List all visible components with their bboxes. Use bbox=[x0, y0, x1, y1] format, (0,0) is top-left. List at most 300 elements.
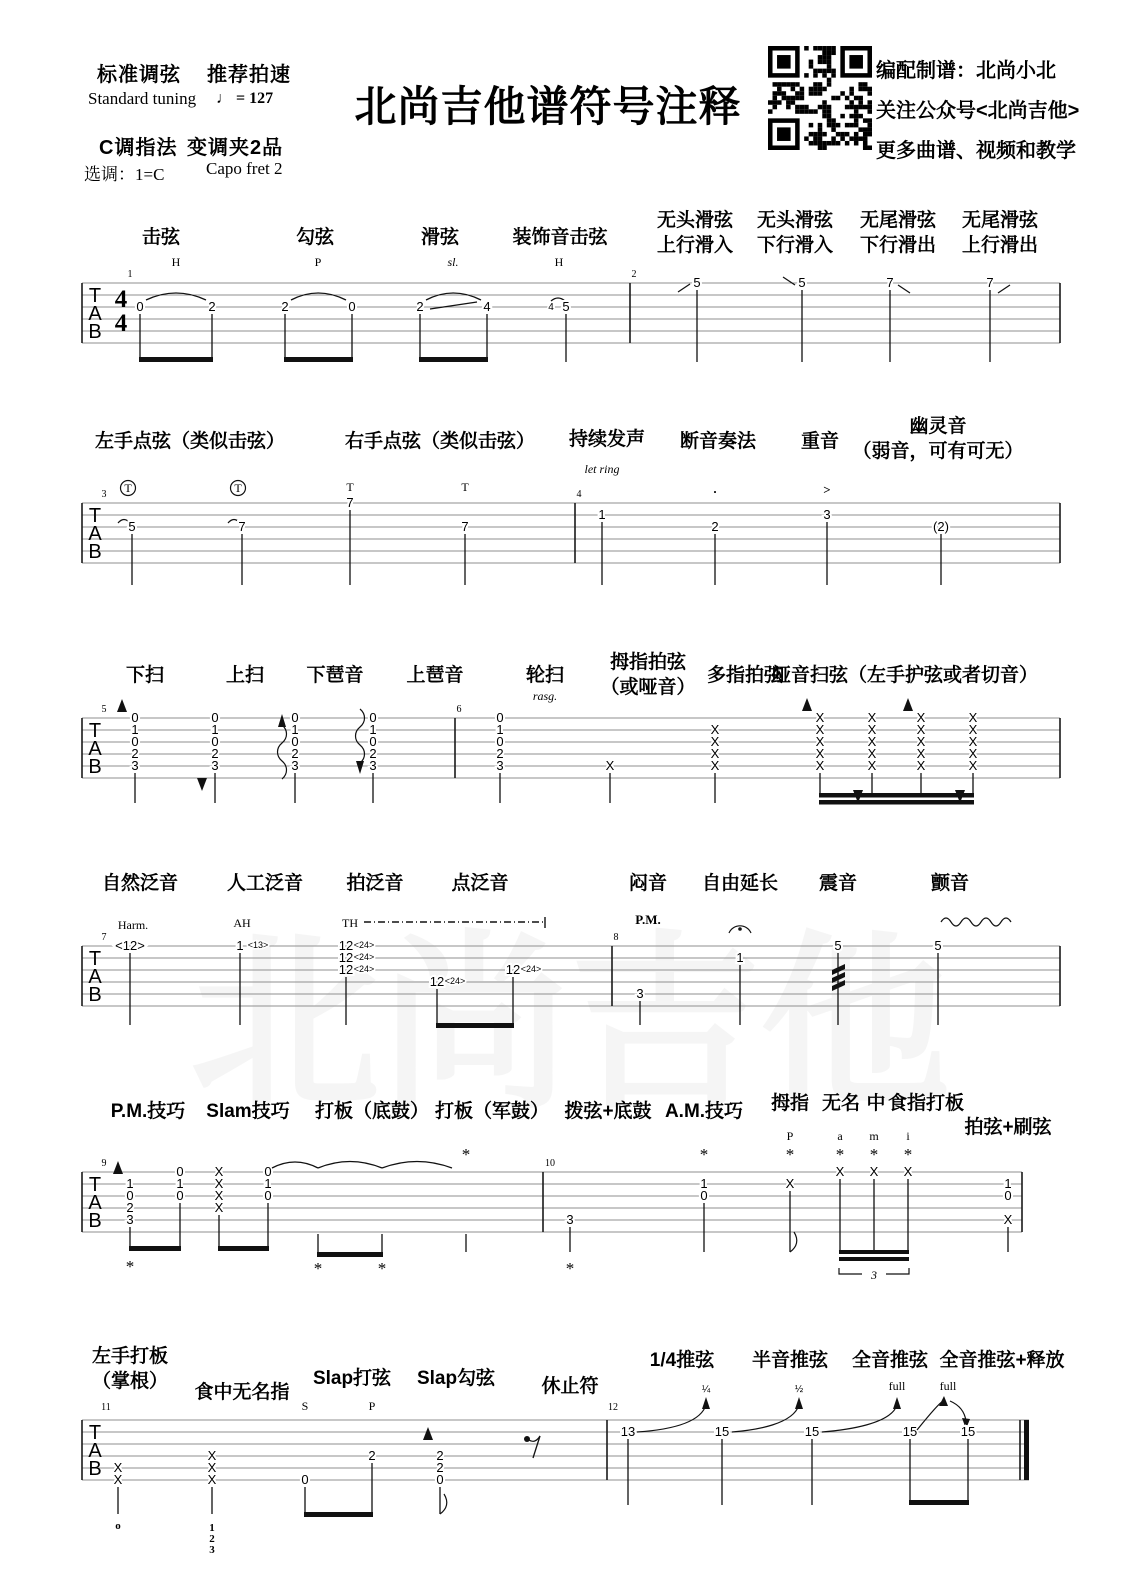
thumb-slap-example bbox=[606, 758, 615, 803]
fret-number: 3 bbox=[496, 758, 504, 773]
fret-number: 1 bbox=[291, 722, 299, 737]
fret-number: 4 bbox=[483, 299, 491, 314]
mute-x: X bbox=[710, 758, 720, 773]
fret-number: 5 bbox=[834, 938, 842, 953]
thumb-tap-example bbox=[786, 1176, 797, 1252]
right-hand-tap-example bbox=[346, 480, 469, 585]
hammer-on-example bbox=[136, 293, 215, 362]
label-ring: 无名 bbox=[821, 1093, 861, 1114]
label-pull-off: 勾弦 bbox=[295, 227, 335, 248]
mute-x: X bbox=[968, 758, 978, 773]
tab-clef-a: A bbox=[88, 303, 102, 325]
label-slide-out-desc-1: 无尾滑弦 bbox=[859, 210, 937, 231]
tuplet-number: 3 bbox=[871, 1268, 877, 1282]
fret-number: 3 bbox=[211, 758, 219, 773]
fret-number: 2 bbox=[126, 1200, 134, 1215]
label-rest: 休止符 bbox=[541, 1376, 599, 1397]
fret-number: 0 bbox=[126, 1188, 134, 1203]
mute-x: X bbox=[207, 1460, 217, 1475]
pm-technique-example bbox=[113, 1161, 184, 1276]
mute-x: X bbox=[903, 1164, 913, 1179]
fret-number: 2 bbox=[416, 299, 424, 314]
slap-mark: S bbox=[301, 1399, 309, 1413]
fret-number: 5 bbox=[798, 275, 806, 290]
percussion-star: * bbox=[699, 1145, 709, 1164]
fret-number: 1 bbox=[369, 722, 377, 737]
mute-x: X bbox=[867, 734, 877, 749]
mute-x: X bbox=[214, 1176, 224, 1191]
fret-number: 15 bbox=[902, 1424, 918, 1439]
label-grace-hammer: 装饰音击弦 bbox=[512, 227, 608, 248]
muted-chord bbox=[969, 710, 978, 793]
label-index-tap: 食指打板 bbox=[887, 1093, 965, 1114]
fret-number: 3 bbox=[291, 758, 299, 773]
up-strum-example bbox=[197, 710, 219, 803]
measure-number: 4 bbox=[576, 489, 582, 500]
harmonic-fret: <24> bbox=[353, 940, 375, 950]
grace-hammer-example bbox=[548, 298, 569, 362]
fret-number: 2 bbox=[436, 1460, 444, 1475]
fret-number: 2 bbox=[131, 746, 139, 761]
palm-mute-mark: P.M. bbox=[635, 912, 661, 927]
label-muted-strum: 哑音扫弦（左手护弦或者切音） bbox=[771, 665, 1039, 686]
label-let-ring: 持续发声 bbox=[568, 429, 646, 450]
tap-mark: T bbox=[234, 481, 242, 495]
label-slide-in-desc-1: 无头滑弦 bbox=[756, 210, 834, 231]
label-down-strum: 下扫 bbox=[125, 665, 165, 686]
finger-m: m bbox=[869, 1129, 879, 1143]
mute-x: X bbox=[815, 758, 825, 773]
mute-x: X bbox=[214, 1188, 224, 1203]
fret-number: (2) bbox=[933, 519, 949, 534]
slap-brush-example bbox=[1004, 1176, 1013, 1252]
finger-number: 3 bbox=[209, 1544, 215, 1556]
fret-number: 15 bbox=[804, 1424, 820, 1439]
tab-clef-b: B bbox=[88, 1458, 102, 1480]
finger-p: P bbox=[786, 1129, 794, 1143]
label-pm-technique: P.M.技巧 bbox=[110, 1101, 186, 1122]
fret-number: <12> bbox=[115, 938, 145, 953]
muted-strum-example bbox=[802, 698, 978, 805]
label-slap-hit: Slap打弦 bbox=[312, 1368, 392, 1389]
label-left-hand-tap: 左手点弦（类似击弦） bbox=[94, 431, 286, 452]
three-finger-tap-example bbox=[208, 1448, 217, 1556]
percussion-star: * bbox=[125, 1257, 135, 1276]
left-hand-tap-example bbox=[118, 481, 246, 586]
follow-line: 关注公众号<北尚吉他> bbox=[876, 100, 1080, 122]
mute-x: X bbox=[916, 746, 926, 761]
fret-number: 1 bbox=[264, 1176, 272, 1191]
fret-number: 2 bbox=[291, 746, 299, 761]
tab-clef-b: B bbox=[88, 984, 102, 1006]
system-6 bbox=[82, 1344, 1065, 1556]
label-hammer-on: 击弦 bbox=[141, 227, 181, 248]
fret-number: 0 bbox=[1004, 1188, 1012, 1203]
capo-label: 变调夹2品 bbox=[187, 137, 284, 159]
fret-number: 3 bbox=[126, 1212, 134, 1227]
fret-number: 2 bbox=[208, 299, 216, 314]
ami-tap-example bbox=[836, 1164, 913, 1282]
mute-x: X bbox=[710, 722, 720, 737]
fret-number: 7 bbox=[886, 275, 894, 290]
fret-number: 3 bbox=[636, 986, 644, 1001]
mute-x: X bbox=[815, 746, 825, 761]
fret-number: 7 bbox=[986, 275, 994, 290]
tab-clef-a: A bbox=[88, 1440, 102, 1462]
harmonic-fret: <24> bbox=[353, 952, 375, 962]
finger-number: 1 bbox=[209, 1522, 215, 1534]
mute-x: X bbox=[815, 710, 825, 725]
label-slide-out-desc-2: 下行滑出 bbox=[859, 235, 937, 256]
label-left-hand-tap-board-2: （掌根） bbox=[91, 1371, 169, 1392]
tab-clef-b: B bbox=[88, 756, 102, 778]
final-barline bbox=[1024, 1420, 1029, 1480]
fret-number: 0 bbox=[291, 734, 299, 749]
fret-number: 1 bbox=[131, 722, 139, 737]
tempo-value: ♩ = 127 bbox=[216, 90, 274, 107]
fret-number: 0 bbox=[264, 1188, 272, 1203]
harmonic-fret: <24> bbox=[444, 976, 466, 986]
mute-x: X bbox=[835, 1164, 845, 1179]
capo-sub: Capo fret 2 bbox=[206, 159, 283, 178]
harmonic-fret: <24> bbox=[520, 964, 542, 974]
fret-number: 1 bbox=[700, 1176, 708, 1191]
mute-x: X bbox=[815, 722, 825, 737]
more-line: 更多曲谱、视频和教学 bbox=[876, 140, 1076, 162]
finger-a: a bbox=[837, 1129, 843, 1143]
label-fermata: 自由延长 bbox=[701, 873, 779, 894]
label-slide-out-asc-1: 无尾滑弦 bbox=[961, 210, 1039, 231]
finger-i: i bbox=[906, 1129, 910, 1143]
measure-number: 10 bbox=[545, 1158, 555, 1169]
measure-number: 8 bbox=[613, 932, 619, 943]
mute-x: X bbox=[867, 746, 877, 761]
muted-chord bbox=[917, 710, 926, 793]
fret-number: 0 bbox=[211, 710, 219, 725]
bend-amount: full bbox=[888, 1379, 906, 1393]
mute-x: X bbox=[968, 734, 978, 749]
fret-number: 15 bbox=[960, 1424, 976, 1439]
label-ghost-note-2: （弱音，可有可无） bbox=[852, 441, 1024, 462]
fret-number: 1 bbox=[126, 1176, 134, 1191]
label-quarter-bend: 1/4推弦 bbox=[649, 1350, 715, 1371]
percussion-star: * bbox=[377, 1259, 387, 1278]
bend-amount: ½ bbox=[794, 1384, 804, 1395]
fret-number: 1 bbox=[598, 507, 606, 522]
fret-number: 5 bbox=[128, 519, 136, 534]
pull-off-example bbox=[281, 293, 355, 362]
fret-number: 1 bbox=[176, 1176, 184, 1191]
mute-x: X bbox=[207, 1448, 217, 1463]
percussion-star: * bbox=[835, 1145, 845, 1164]
measure-number: 7 bbox=[101, 932, 107, 943]
label-slide: 滑弦 bbox=[420, 227, 460, 248]
tab-clef-t: T bbox=[88, 948, 102, 970]
up-arpeggio-example bbox=[356, 709, 377, 803]
mute-x: X bbox=[916, 710, 926, 725]
tab-clef-t: T bbox=[88, 1422, 102, 1444]
fret-number: 7 bbox=[238, 519, 246, 534]
mute-x: X bbox=[916, 722, 926, 737]
fret-number: 7 bbox=[461, 519, 469, 534]
fret-number: 12 bbox=[338, 962, 354, 977]
label-artificial-harmonic: 人工泛音 bbox=[226, 873, 304, 894]
strum-chord-example bbox=[423, 1427, 447, 1514]
fret-number: 0 bbox=[301, 1472, 309, 1487]
mute-x: X bbox=[113, 1460, 123, 1475]
measure-number: 6 bbox=[456, 704, 462, 715]
label-full-bend: 全音推弦 bbox=[851, 1350, 929, 1371]
harmonic-fret: <24> bbox=[353, 964, 375, 974]
grace-fret-number: 4 bbox=[548, 302, 554, 313]
mute-x: X bbox=[207, 1472, 217, 1487]
label-slap-brush: 拍弦+刷弦 bbox=[964, 1117, 1052, 1138]
label-bend-release: 全音推弦+释放 bbox=[939, 1350, 1065, 1371]
label-pluck-kick: 拨弦+底鼓 bbox=[564, 1101, 652, 1122]
label-touch-harmonic: 点泛音 bbox=[451, 873, 509, 894]
tap-harmonic-mark: TH bbox=[342, 916, 358, 930]
fret-number: 0 bbox=[369, 734, 377, 749]
label-up-arpeggio: 上琶音 bbox=[406, 665, 464, 686]
bend-amount: full bbox=[939, 1379, 957, 1393]
label-am-technique: A.M.技巧 bbox=[664, 1101, 744, 1122]
fret-number: 3 bbox=[823, 507, 831, 522]
fret-number: 1 bbox=[1004, 1176, 1012, 1191]
percussion-star: * bbox=[785, 1145, 795, 1164]
mute-x: X bbox=[869, 1164, 879, 1179]
mute-x: X bbox=[968, 722, 978, 737]
tap-mark: T bbox=[461, 480, 469, 494]
fret-number: 0 bbox=[348, 299, 356, 314]
mute-x: X bbox=[968, 710, 978, 725]
tab-clef-a: A bbox=[88, 966, 102, 988]
fret-number: 2 bbox=[211, 746, 219, 761]
label-multi-finger-slap: 多指拍弦 bbox=[706, 665, 784, 686]
tab-clef-b: B bbox=[88, 1210, 102, 1232]
mute-x: X bbox=[113, 1472, 123, 1487]
measure-number: 5 bbox=[101, 704, 107, 715]
fret-number: 13 bbox=[620, 1424, 636, 1439]
am-technique-example bbox=[700, 1176, 707, 1252]
mute-x: X bbox=[1003, 1212, 1013, 1227]
label-left-hand-tap-board-1: 左手打板 bbox=[91, 1346, 169, 1367]
fret-number: 12 bbox=[338, 938, 354, 953]
label-down-arpeggio: 下琶音 bbox=[306, 665, 364, 686]
tab-clef-t: T bbox=[88, 1174, 102, 1196]
tab-clef-b: B bbox=[88, 541, 102, 563]
label-vibrato: 颤音 bbox=[930, 873, 970, 894]
mute-x: X bbox=[867, 710, 877, 725]
tab-clef-t: T bbox=[88, 285, 102, 307]
tuning-sub: Standard tuning bbox=[88, 89, 197, 108]
measure-number: 2 bbox=[631, 269, 637, 280]
fret-number: 2 bbox=[368, 1448, 376, 1463]
tap-mark: T bbox=[124, 481, 132, 495]
fret-number: 0 bbox=[291, 710, 299, 725]
fret-number: 5 bbox=[934, 938, 942, 953]
tab-clef-a: A bbox=[88, 1192, 102, 1214]
label-rasgueado: 轮扫 bbox=[525, 665, 565, 686]
page-title: 北尚吉他谱符号注释 bbox=[354, 83, 742, 130]
label-thumb-slap-1: 拇指拍弦 bbox=[609, 652, 687, 673]
percussion-star: * bbox=[313, 1259, 323, 1278]
label-kick-tap: 打板（底鼓） bbox=[314, 1101, 430, 1122]
tab-clef-t: T bbox=[88, 505, 102, 527]
down-strum-example bbox=[117, 699, 139, 803]
left-hand-tap-board-example bbox=[114, 1460, 123, 1532]
fret-number: 12 bbox=[429, 974, 445, 989]
fret-number: 3 bbox=[369, 758, 377, 773]
label-slide-in-desc-2: 下行滑入 bbox=[756, 235, 834, 256]
mute-x: X bbox=[916, 734, 926, 749]
tab-clef-a: A bbox=[88, 523, 102, 545]
label-middle: 中 bbox=[866, 1093, 886, 1114]
system-3 bbox=[82, 650, 1060, 805]
fret-number: 2 bbox=[711, 519, 719, 534]
fret-number: 1 bbox=[236, 938, 244, 953]
tab-clef-a: A bbox=[88, 738, 102, 760]
fret-number: 5 bbox=[693, 275, 701, 290]
system-1 bbox=[82, 208, 1060, 362]
key-sub: 选调：1=C bbox=[84, 165, 165, 184]
eighth-rest-example bbox=[524, 1436, 540, 1458]
fret-number: 0 bbox=[436, 1472, 444, 1487]
mute-x: X bbox=[605, 758, 615, 773]
slide-example bbox=[416, 293, 490, 362]
fret-number: 0 bbox=[369, 710, 377, 725]
fret-number: 5 bbox=[562, 299, 570, 314]
measure-number: 11 bbox=[101, 1402, 111, 1413]
slap-pop-example bbox=[301, 1448, 375, 1517]
label-thumb-slap-2: （或哑音） bbox=[600, 677, 696, 698]
fret-number: 1 bbox=[736, 950, 744, 965]
rasgueado-example bbox=[496, 710, 503, 803]
percussion-star: * bbox=[869, 1145, 879, 1164]
label-half-bend: 半音推弦 bbox=[751, 1350, 829, 1371]
mute-x: X bbox=[214, 1200, 224, 1215]
fret-number: 0 bbox=[264, 1164, 272, 1179]
full-bend-example bbox=[805, 1379, 906, 1505]
harmonic-mark: Harm. bbox=[117, 918, 149, 932]
label-slap-pop: Slap勾弦 bbox=[416, 1368, 496, 1389]
accent-mark: > bbox=[823, 482, 831, 497]
label-palm-mute: 闷音 bbox=[628, 873, 668, 894]
key-label: C调指法 bbox=[99, 137, 178, 159]
bend-amount: ¼ bbox=[701, 1384, 711, 1395]
mute-x: X bbox=[710, 746, 720, 761]
percussion-star: * bbox=[461, 1145, 471, 1164]
mute-x: X bbox=[710, 734, 720, 749]
harmonic-fret: <13> bbox=[247, 940, 269, 950]
label-slide-in-asc-1: 无头滑弦 bbox=[656, 210, 734, 231]
finger-number: 2 bbox=[209, 1533, 215, 1545]
measure-number: 3 bbox=[101, 489, 107, 500]
pop-mark: P bbox=[368, 1399, 376, 1413]
grace-hammer-mark: H bbox=[554, 255, 564, 269]
fret-number: 0 bbox=[136, 299, 144, 314]
fret-number: 0 bbox=[176, 1188, 184, 1203]
label-slide-in-asc-2: 上行滑入 bbox=[656, 235, 734, 256]
staccato-dot: . bbox=[713, 481, 717, 496]
fret-number: 2 bbox=[369, 746, 377, 761]
label-right-hand-tap: 右手点弦（类似击弦） bbox=[344, 431, 536, 452]
label-staccato: 断音奏法 bbox=[679, 431, 757, 452]
fret-number: 0 bbox=[131, 710, 139, 725]
label-natural-harmonic: 自然泛音 bbox=[101, 873, 179, 894]
bend-release-example bbox=[903, 1379, 975, 1505]
fret-number: 1 bbox=[211, 722, 219, 737]
down-arpeggio-example bbox=[278, 710, 299, 803]
tuning-label: 标准调弦 bbox=[97, 64, 181, 86]
time-signature-top: 4 bbox=[114, 286, 128, 313]
time-signature-bottom: 4 bbox=[114, 310, 128, 337]
rasgueado-mark: rasg. bbox=[532, 689, 558, 703]
percussion-star: * bbox=[903, 1145, 913, 1164]
label-up-strum: 上扫 bbox=[225, 665, 265, 686]
label-three-finger: 食中无名指 bbox=[194, 1382, 290, 1403]
measure-number: 1 bbox=[127, 269, 133, 280]
ghost-note-example bbox=[933, 519, 949, 585]
pluck-kick-example bbox=[566, 1212, 575, 1278]
measure-number: 12 bbox=[608, 1402, 618, 1413]
tap-mark: T bbox=[346, 480, 354, 494]
fret-number: 12 bbox=[338, 950, 354, 965]
fret-number: 2 bbox=[436, 1448, 444, 1463]
tab-clef-t: T bbox=[88, 720, 102, 742]
mute-x: X bbox=[785, 1176, 795, 1191]
label-thumb: 拇指 bbox=[770, 1093, 810, 1114]
credit-line: 编配制谱：北尚小北 bbox=[876, 60, 1056, 82]
fret-number: 2 bbox=[281, 299, 289, 314]
tempo-label: 推荐拍速 bbox=[207, 64, 291, 86]
natural-harmonic-example bbox=[115, 918, 148, 1025]
fret-number: 3 bbox=[566, 1212, 574, 1227]
multi-finger-slap-example bbox=[711, 722, 720, 803]
finger-zero: o bbox=[115, 1520, 121, 1532]
system-2 bbox=[82, 414, 1060, 585]
label-accent: 重音 bbox=[800, 431, 840, 452]
let-ring-mark: let ring bbox=[584, 462, 620, 476]
fret-number: 0 bbox=[131, 734, 139, 749]
fret-number: 0 bbox=[496, 710, 504, 725]
label-slide-out-asc-2: 上行滑出 bbox=[961, 235, 1039, 256]
muted-chord bbox=[868, 710, 877, 793]
label-ghost-note-1: 幽灵音 bbox=[909, 416, 967, 437]
label-tremolo: 震音 bbox=[818, 873, 858, 894]
fret-number: 0 bbox=[496, 734, 504, 749]
measure-number: 9 bbox=[101, 1158, 107, 1169]
label-tap-harmonic: 拍泛音 bbox=[346, 873, 404, 894]
tab-clef-b: B bbox=[88, 321, 102, 343]
mute-x: X bbox=[867, 758, 877, 773]
mute-x: X bbox=[815, 734, 825, 749]
label-slam: Slam技巧 bbox=[206, 1101, 290, 1122]
fret-number: 0 bbox=[176, 1164, 184, 1179]
fret-number: 12 bbox=[505, 962, 521, 977]
hammer-mark: H bbox=[171, 255, 181, 269]
fret-number: 0 bbox=[211, 734, 219, 749]
mute-x: X bbox=[867, 722, 877, 737]
slide-mark: sl. bbox=[447, 255, 459, 269]
muted-chord bbox=[816, 710, 825, 793]
fret-number: 7 bbox=[346, 495, 354, 510]
staccato-example bbox=[711, 481, 718, 585]
mute-x: X bbox=[916, 758, 926, 773]
label-snare-tap: 打板（军鼓） bbox=[434, 1101, 550, 1122]
fret-number: 0 bbox=[700, 1188, 708, 1203]
pull-mark: P bbox=[314, 255, 322, 269]
fret-number: 15 bbox=[714, 1424, 730, 1439]
